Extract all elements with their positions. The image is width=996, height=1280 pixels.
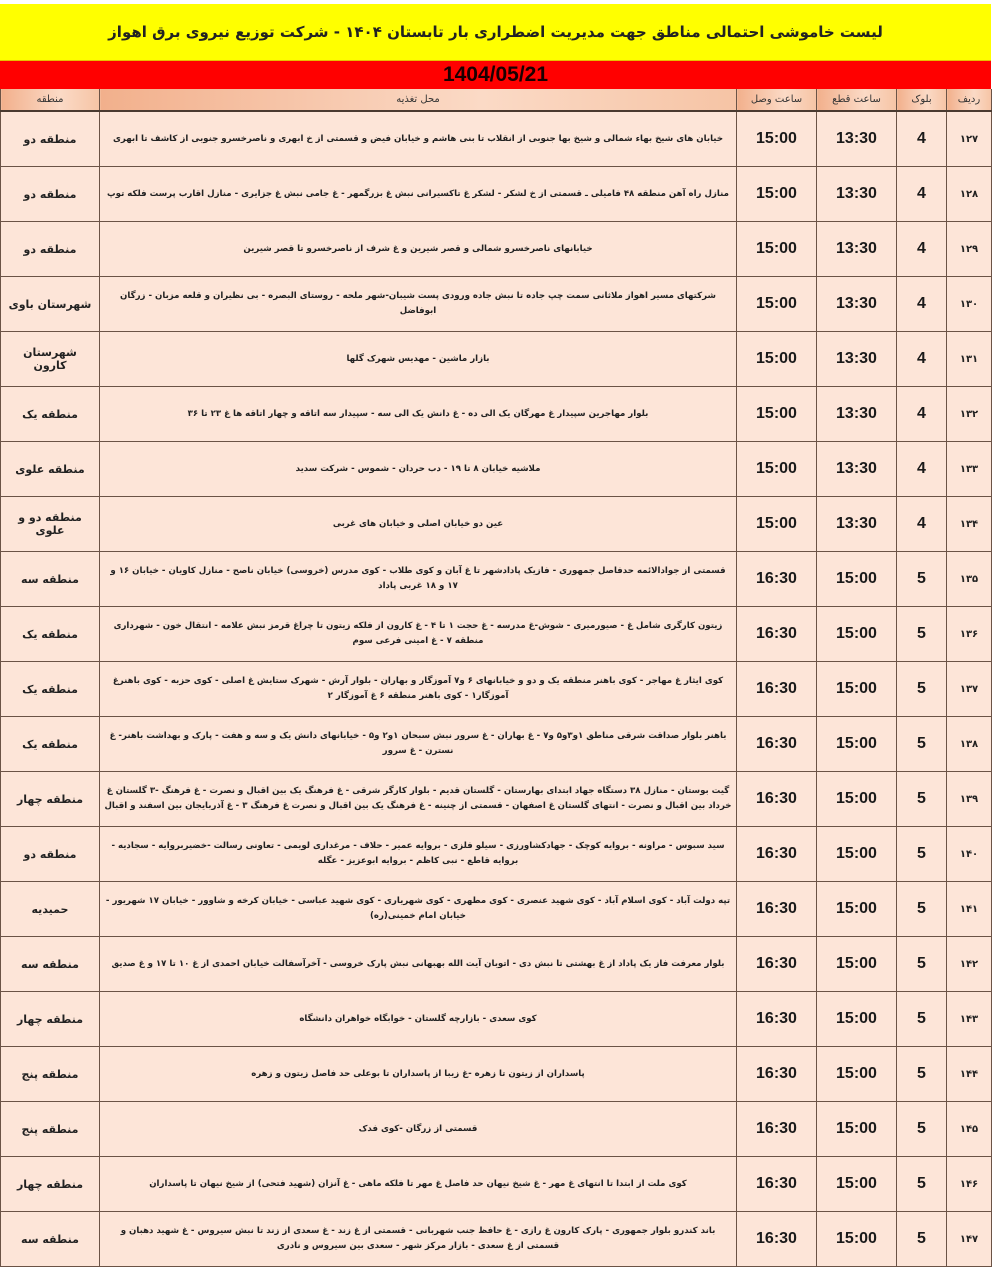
location-text: کوی ایثار غ مهاجر - کوی باهنر منطقه یک و دو و خیابانهای ۶ و۷ آموزگار و بهاران - بلوار آرش - شهرک ستایش غ اصلی - کوی حزبه - کوی باهنرغ آموزگار۱ - کوی باهنر منطقه ۶ غ آموزگار ۲ <box>100 662 737 717</box>
off-time: 15:00 <box>817 992 897 1047</box>
table-row <box>1 442 992 497</box>
on-time: 16:30 <box>737 717 817 772</box>
block-number: 5 <box>897 992 947 1047</box>
header-location: محل تغذیه <box>100 89 737 111</box>
off-time: 13:30 <box>817 387 897 442</box>
table-row <box>1 277 992 332</box>
on-time: 15:00 <box>737 332 817 387</box>
table-row <box>1 497 992 552</box>
on-time: 15:00 <box>737 442 817 497</box>
off-time: 15:00 <box>817 1102 897 1157</box>
row-number: ۱۳۴ <box>947 497 992 552</box>
schedule-date: 1404/05/21 <box>442 63 549 86</box>
table-header-row <box>1 89 992 111</box>
region-name: منطقه سه <box>1 937 100 992</box>
region-name: منطقه یک <box>1 717 100 772</box>
on-time: 15:00 <box>737 111 817 167</box>
page-title: لیست خاموشی احتمالی مناطق جهت مدیریت اضطراری بار تابستان ۱۴۰۴ - شرکت توزیع نیروی برق اهواز <box>108 23 883 41</box>
block-number: 5 <box>897 1157 947 1212</box>
location-text: سید سبوس - مراونه - بروایه کوچک - جهادکشاورزی - سیلو فلزی - بروایه عمیر - حلاف - مرغداری لویمی - تعاونی رسالت -خضیربروایه - سجادیه - بروایه قاطع - نبی کاظم - بروایه ابوعزیز - عگله <box>100 827 737 882</box>
table-row <box>1 1047 992 1102</box>
on-time: 16:30 <box>737 607 817 662</box>
block-number: 4 <box>897 167 947 222</box>
region-name: منطقه یک <box>1 387 100 442</box>
location-text: بلوار مهاجرین سپیدار غ مهرگان یک الی ده - غ دانش یک الی سه - سپیدار سه اتاقه و چهار اتاقه ها غ ۲۳ تا ۳۶ <box>100 387 737 442</box>
region-name: منطقه پنج <box>1 1102 100 1157</box>
row-number: ۱۴۶ <box>947 1157 992 1212</box>
header-region: منطقه <box>1 89 100 111</box>
row-number: ۱۴۲ <box>947 937 992 992</box>
on-time: 16:30 <box>737 552 817 607</box>
block-number: 5 <box>897 1212 947 1267</box>
row-number: ۱۳۷ <box>947 662 992 717</box>
table-row <box>1 607 992 662</box>
on-time: 15:00 <box>737 167 817 222</box>
off-time: 15:00 <box>817 1212 897 1267</box>
location-text: کوی ملت از ابتدا تا انتهای غ مهر - غ شیخ نیهان حد فاصل غ مهر تا فلکه ماهی - غ آنزان (شهید فتحی) از شیخ نیهان تا پاسداران <box>100 1157 737 1212</box>
row-number: ۱۲۷ <box>947 111 992 167</box>
off-time: 15:00 <box>817 717 897 772</box>
location-text: قسمتی از جوادالائمه حدفاصل جمهوری - فازیک پادادشهر تا غ آبان و کوی طلاب - کوی مدرس (خروسی) خیابان ناصح - منازل کاویان - خیابان ۱۶ و ۱۷ و ۱۸ غربی پاداد <box>100 552 737 607</box>
region-name: منطقه دو <box>1 167 100 222</box>
off-time: 15:00 <box>817 1047 897 1102</box>
region-name: منطقه سه <box>1 552 100 607</box>
row-number: ۱۳۹ <box>947 772 992 827</box>
off-time: 15:00 <box>817 772 897 827</box>
header-off-time: ساعت قطع <box>817 89 897 111</box>
on-time: 16:30 <box>737 827 817 882</box>
on-time: 15:00 <box>737 387 817 442</box>
location-text: گیت بوستان - منازل ۳۸ دستگاه جهاد ابتدای بهارستان - گلستان قدیم - بلوار کارگر شرقی - غ فرهنگ یک بین اقبال و نصرت - غ فرهنگ -۳ گلستان غ خرداد بین اقبال و نصرت - انتهای گلستان غ اصفهان - قسمتی از چنینه - غ فرهنگ یک بین اقبال و نصرت غ فرهنگ ۳ - غ آذربایجان بین اسفند و اقبال <box>100 772 737 827</box>
location-text: منازل راه آهن منطقه ۴۸ فامیلی ـ قسمتی از خ لشکر - لشکر غ تاکسیرانی نبش غ بزرگمهر - غ جامی نبش غ جزایری - منازل اقارب پرست فلکه توپ <box>100 167 737 222</box>
on-time: 15:00 <box>737 222 817 277</box>
region-name: منطقه چهار <box>1 1157 100 1212</box>
location-text: زیتون کارگری شامل غ - صیورمیری - شوش-غ مدرسه - غ حجت ۱ تا ۴ - غ کارون از فلکه زیتون تا چراغ قرمز نبش علامه - انتقال خون - شهرداری منطقه ۷ - غ امینی فرعی سوم <box>100 607 737 662</box>
block-number: 5 <box>897 1102 947 1157</box>
region-name: منطقه دو <box>1 222 100 277</box>
off-time: 13:30 <box>817 111 897 167</box>
location-text: عین دو خیابان اصلی و خیابان های غربی <box>100 497 737 552</box>
table-row <box>1 387 992 442</box>
table-row <box>1 1157 992 1212</box>
location-text: شرکتهای مسیر اهواز ملاثانی سمت چپ جاده تا نبش جاده ورودی پست شیبان-شهر ملحه - روستای البصره - بی نظیران و قلعه مزبان - زرگان ابوفاضل <box>100 277 737 332</box>
off-time: 15:00 <box>817 937 897 992</box>
table-row <box>1 827 992 882</box>
region-name: منطقه یک <box>1 662 100 717</box>
row-number: ۱۴۰ <box>947 827 992 882</box>
row-number: ۱۳۰ <box>947 277 992 332</box>
block-number: 5 <box>897 1047 947 1102</box>
region-name: شهرستان کارون <box>1 332 100 387</box>
location-text: خیابانهای ناصرخسرو شمالی و قصر شیرین و غ شرف از ناصرخسرو تا قصر شیرین <box>100 222 737 277</box>
location-text: بلوار معرفت فاز یک پاداد از غ بهشتی تا نبش دی - اتوبان آیت الله بهبهانی نبش پارک خروسی - آخرآسفالت خیابان احمدی از غ ۱۰ تا ۱۷ و غ صدیق <box>100 937 737 992</box>
table-row <box>1 1212 992 1267</box>
region-name: منطقه علوی <box>1 442 100 497</box>
row-number: ۱۳۱ <box>947 332 992 387</box>
table-row <box>1 332 992 387</box>
block-number: 4 <box>897 332 947 387</box>
row-number: ۱۲۸ <box>947 167 992 222</box>
region-name: منطقه دو و علوی <box>1 497 100 552</box>
title-banner <box>0 4 991 61</box>
on-time: 15:00 <box>737 497 817 552</box>
block-number: 5 <box>897 882 947 937</box>
table-row <box>1 937 992 992</box>
table-row <box>1 111 992 167</box>
block-number: 5 <box>897 772 947 827</box>
region-name: منطقه دو <box>1 111 100 167</box>
header-on-time: ساعت وصل <box>737 89 817 111</box>
off-time: 15:00 <box>817 607 897 662</box>
block-number: 4 <box>897 387 947 442</box>
location-text: ملاشیه خیابان ۸ تا ۱۹ - دب حردان - شموس - شرکت سدید <box>100 442 737 497</box>
block-number: 4 <box>897 497 947 552</box>
region-name: منطقه چهار <box>1 992 100 1047</box>
table-row <box>1 717 992 772</box>
table-row <box>1 222 992 277</box>
row-number: ۱۴۵ <box>947 1102 992 1157</box>
on-time: 16:30 <box>737 992 817 1047</box>
block-number: 4 <box>897 222 947 277</box>
row-number: ۱۲۹ <box>947 222 992 277</box>
table-row <box>1 167 992 222</box>
off-time: 15:00 <box>817 882 897 937</box>
off-time: 15:00 <box>817 1157 897 1212</box>
off-time: 15:00 <box>817 662 897 717</box>
region-name: منطقه پنج <box>1 1047 100 1102</box>
region-name: منطقه دو <box>1 827 100 882</box>
on-time: 16:30 <box>737 772 817 827</box>
outage-schedule-sheet <box>0 4 991 1267</box>
block-number: 5 <box>897 827 947 882</box>
off-time: 13:30 <box>817 442 897 497</box>
block-number: 5 <box>897 717 947 772</box>
on-time: 16:30 <box>737 1047 817 1102</box>
off-time: 13:30 <box>817 277 897 332</box>
block-number: 5 <box>897 937 947 992</box>
off-time: 13:30 <box>817 497 897 552</box>
block-number: 5 <box>897 552 947 607</box>
region-name: شهرستان باوی <box>1 277 100 332</box>
off-time: 13:30 <box>817 167 897 222</box>
row-number: ۱۳۲ <box>947 387 992 442</box>
on-time: 16:30 <box>737 1102 817 1157</box>
on-time: 15:00 <box>737 277 817 332</box>
on-time: 16:30 <box>737 937 817 992</box>
date-banner <box>0 61 991 89</box>
row-number: ۱۳۵ <box>947 552 992 607</box>
location-text: باند کندرو بلوار جمهوری - پارک کارون غ رازی - غ حافظ جنب شهربانی - قسمتی از غ زند - غ سعدی از زند تا نبش سیروس - غ شهید دهبان و قسمتی از غ سعدی - بازار مرکز شهر - سعدی بین سیروس و نادری <box>100 1212 737 1267</box>
table-row <box>1 1102 992 1157</box>
on-time: 16:30 <box>737 662 817 717</box>
off-time: 13:30 <box>817 222 897 277</box>
table-row <box>1 882 992 937</box>
region-name: حمیدیه <box>1 882 100 937</box>
header-block: بلوک <box>897 89 947 111</box>
block-number: 5 <box>897 662 947 717</box>
row-number: ۱۴۳ <box>947 992 992 1047</box>
off-time: 15:00 <box>817 552 897 607</box>
row-number: ۱۳۶ <box>947 607 992 662</box>
on-time: 16:30 <box>737 882 817 937</box>
block-number: 4 <box>897 442 947 497</box>
row-number: ۱۴۷ <box>947 1212 992 1267</box>
table-row <box>1 992 992 1047</box>
row-number: ۱۴۱ <box>947 882 992 937</box>
outage-table <box>0 89 992 1267</box>
row-number: ۱۳۸ <box>947 717 992 772</box>
row-number: ۱۴۴ <box>947 1047 992 1102</box>
region-name: منطقه یک <box>1 607 100 662</box>
row-number: ۱۳۳ <box>947 442 992 497</box>
table-row <box>1 772 992 827</box>
location-text: پاسداران از زیتون تا زهره -غ زیبا از پاسداران تا بوعلی حد فاصل زیتون و زهره <box>100 1047 737 1102</box>
region-name: منطقه سه <box>1 1212 100 1267</box>
table-row <box>1 552 992 607</box>
off-time: 13:30 <box>817 332 897 387</box>
table-row <box>1 662 992 717</box>
on-time: 16:30 <box>737 1212 817 1267</box>
on-time: 16:30 <box>737 1157 817 1212</box>
location-text: باهنر بلوار صداقت شرقی مناطق ۱و۳و۵ و۷ - غ بهاران - غ سرور نبش سبحان ۱و۲ و۵ - خیابانهای دانش یک و سه و هفت - پارک و بهداشت باهنر- غ نسترن - غ سرور <box>100 717 737 772</box>
location-text: خیابان های شیخ بهاء شمالی و شیخ بها جنوبی از انقلاب تا بنی هاشم و خیابان فیض و قسمتی از خ ابهری و ناصرخسرو جنوبی از کاشف تا ابهری <box>100 111 737 167</box>
location-text: کوی سعدی - بازارچه گلستان - خوابگاه خواهران دانشگاه <box>100 992 737 1047</box>
region-name: منطقه چهار <box>1 772 100 827</box>
location-text: تپه دولت آباد - کوی اسلام آباد - کوی شهید عنصری - کوی مطهری - کوی شهریاری - کوی شهید عباسی - خیابان کرخه و شاوور - خیابان ۱۷ شهریور - خیابان امام خمینی(ره) <box>100 882 737 937</box>
block-number: 4 <box>897 277 947 332</box>
location-text: بازار ماشین - مهدیس شهرک گلها <box>100 332 737 387</box>
header-row-no: ردیف <box>947 89 992 111</box>
block-number: 5 <box>897 607 947 662</box>
location-text: قسمتی از زرگان -کوی فدک <box>100 1102 737 1157</box>
off-time: 15:00 <box>817 827 897 882</box>
block-number: 4 <box>897 111 947 167</box>
